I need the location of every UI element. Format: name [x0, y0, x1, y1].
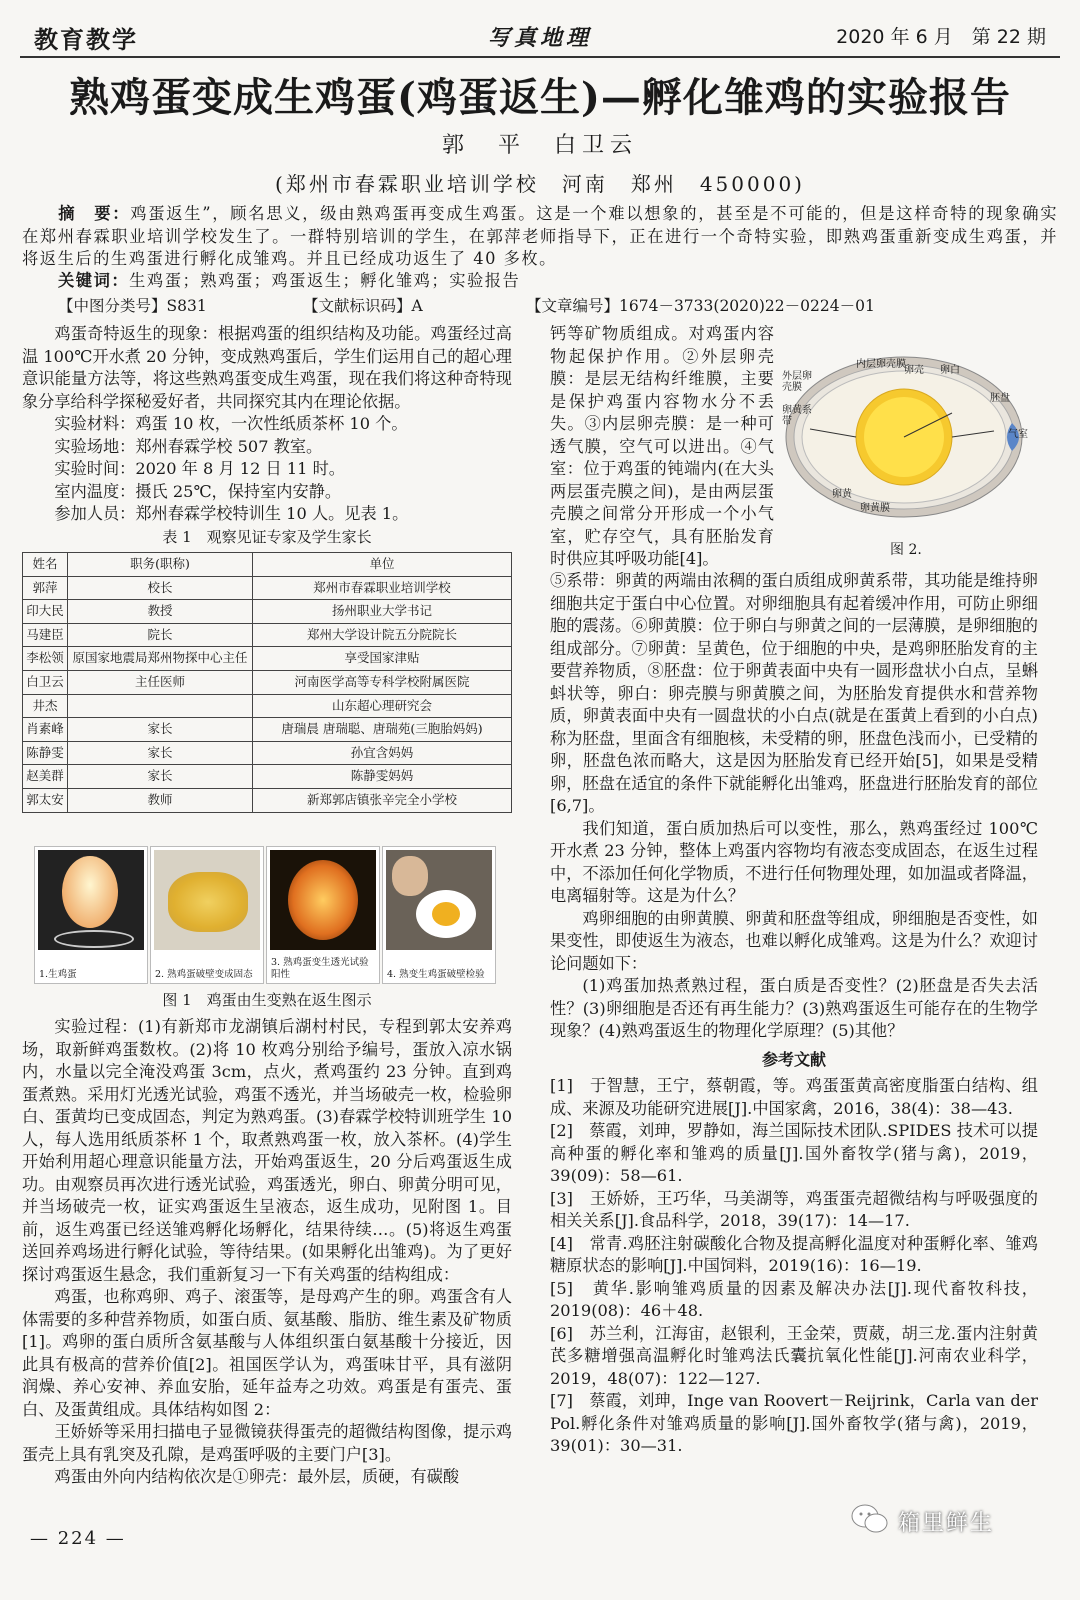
page-number: — 224 — — [30, 1528, 126, 1549]
witness-table — [22, 552, 512, 813]
table-row — [23, 694, 512, 718]
label-air-cell: 气室 — [1008, 429, 1028, 440]
photo-caption: 4. 熟变生鸡蛋破壁检验 — [387, 969, 485, 980]
intro-line: 室内温度：摄氏 25℃，保持室内安静。 — [54, 481, 342, 501]
table-cell: 享受国家津贴 — [253, 647, 512, 671]
keywords-text: 生鸡蛋；熟鸡蛋；鸡蛋返生；孵化雏鸡；实验报告 — [129, 271, 521, 290]
keywords — [58, 270, 1058, 292]
reference-item: [2] 蔡霞，刘珅，罗静如，海兰国际技术团队.SPIDES 技术可以提高种蛋的孵化率和雏鸡的质量[J].国外畜牧学(猪与禽)，2019，39(09)：58—61. — [550, 1121, 1038, 1185]
table-cell: 郭太安 — [23, 788, 68, 812]
photo-translucent-test — [266, 846, 380, 984]
table-row — [23, 576, 512, 600]
table-cell: 家长 — [68, 741, 253, 765]
wechat-icon — [850, 1502, 890, 1538]
photo-caption: 1.生鸡蛋 — [39, 969, 77, 980]
table-cell: 校长 — [68, 576, 253, 600]
header-rule — [20, 56, 1060, 58]
watermark — [850, 1500, 1020, 1540]
journal-name: 写真地理 — [487, 25, 592, 51]
body-paragraph: (1)鸡蛋加热煮熟过程，蛋白质是否变性？(2)胚盘是否失去活性？(3)卵细胞是否还有再生能力？(3)熟鸡蛋返生可能存在的生物学现象？(4)熟鸡蛋返生的物理化学原理？(5)其他？ — [550, 976, 1038, 1040]
table-cell: 马建臣 — [23, 623, 68, 647]
table-cell: 郑州市春霖职业培训学校 — [253, 576, 512, 600]
reference-item: [7] 蔡霞，刘珅，Inge van Roovert－Reijrink，Carla van der Pol.孵化条件对雏鸡质量的影响[J].国外畜牧学(猪与禽)，2019，39(01)：30—31. — [550, 1391, 1038, 1455]
reference-item: [4] 常青.鸡胚注射碳酸化合物及提高孵化温度对种蛋孵化率、雏鸡糖原状态的影响[J].中国饲料，2019(16)：16—19. — [550, 1233, 1038, 1275]
table-cell: 李松领 — [23, 647, 68, 671]
label-chalaza: 卵黄系带 — [782, 405, 812, 427]
table-row — [23, 765, 512, 789]
table-row — [23, 718, 512, 742]
table-header-cell: 单位 — [253, 553, 512, 577]
left-intro — [22, 323, 512, 813]
table-cell: 赵美群 — [23, 765, 68, 789]
clc-number: 【中图分类号】S831 — [58, 297, 207, 315]
table-cell: 山东超心理研究会 — [253, 694, 512, 718]
references-list — [550, 1075, 1038, 1458]
watermark-text: 箱里鲜生 — [898, 1511, 995, 1536]
keywords-label: 关键词： — [58, 271, 130, 290]
photo-caption: 3. 熟鸡蛋变生透光试验阳性 — [271, 957, 369, 980]
intro-paragraph: 鸡蛋奇特返生的现象：根据鸡蛋的组织结构及功能。鸡蛋经过高温 100℃开水煮 20 分钟，变成熟鸡蛋后，学生们运用自己的超心理意识能量方法等，将这些熟鸡蛋变成生鸡蛋，现在我们将这种奇特现象分享给科学探秘爱好者，共同探究其内在理论依据。 — [22, 324, 512, 411]
right-top-text — [550, 323, 774, 571]
label-white: 卵白 — [940, 365, 960, 376]
body-paragraph: 鸡蛋，也称鸡卵、鸡子、滚蛋等，是母鸡产生的卵。鸡蛋含有人体需要的多种营养物质，如蛋白质、氨基酸、脂肪、维生素及矿物质[1]。鸡卵的蛋白质所含氨基酸与人体组织蛋白氨基酸十分接近，因此具有极高的营养价值[2]。祖国医学认为，鸡蛋味甘平，具有滋阴润燥、养心安神、养血安胎，延年益寿之功效。鸡蛋是有蛋壳、蛋白、及蛋黄组成。具体结构如图 2： — [22, 1287, 512, 1419]
reference-item: [1] 于智慧，王宁，蔡朝霞，等。鸡蛋蛋黄高密度脂蛋白结构、组成、来源及功能研究进展[J].中国家禽，2016，38(4)：38—43. — [550, 1076, 1038, 1118]
left-body — [22, 1016, 512, 1489]
authors: 郭 平 白卫云 — [441, 133, 638, 158]
running-header — [34, 18, 1046, 54]
body-paragraph: 王娇娇等采用扫描电子显微镜获得蛋壳的超微结构图像，提示鸡蛋壳上具有乳突及孔隙，是鸡蛋呼吸的主要门户[3]。 — [22, 1422, 512, 1464]
journal-section: 教育教学 — [34, 26, 138, 54]
body-paragraph: 鸡卵细胞的由卵黄膜、卵黄和胚盘等组成，卵细胞是否变性，如果变性，即使返生为液态，也难以孵化成雏鸡。这是为什么？欢迎讨论问题如下： — [550, 908, 1038, 973]
label-outer-membrane: 外层卵壳膜 — [782, 371, 812, 393]
table-cell: 井杰 — [23, 694, 68, 718]
intro-line: 实验场地：郑州春霖学校 507 教室。 — [54, 436, 323, 456]
article-title: 熟鸡蛋变成生鸡蛋(鸡蛋返生)—孵化雏鸡的实验报告 — [69, 74, 1011, 121]
right-body — [550, 570, 1038, 1458]
photo-raw-egg — [34, 846, 148, 984]
table-cell: 陈静雯 — [23, 741, 68, 765]
table-cell: 原国家地震局郑州物探中心主任 — [68, 647, 253, 671]
table-header-cell: 职务(职称) — [68, 553, 253, 577]
label-shell: 卵壳 — [904, 365, 924, 376]
abstract-label: 摘 要： — [58, 204, 131, 223]
table-header-cell: 姓名 — [23, 553, 68, 577]
table-cell: 主任医师 — [68, 670, 253, 694]
table-caption: 表 1 观察见证专家及学生家长 — [162, 527, 372, 546]
table-cell: 白卫云 — [23, 670, 68, 694]
table-row — [23, 647, 512, 671]
photo-cooked-egg-solid — [150, 846, 264, 984]
figure-1-photos — [34, 846, 494, 982]
body-paragraph: ⑤系带：卵黄的两端由浓稠的蛋白质组成卵黄系带，其功能是维持卵细胞共定于蛋白中心位置。对卵细胞具有起着缓冲作用，可防止卵细胞的震荡。⑥卵黄膜：位于卵白与卵黄之间的一层薄膜，是卵细胞的组成部分。⑦卵黄：呈黄色，位于细胞的中央，是鸡卵胚胎发育的主要营养物质，⑧胚盘：位于卵黄表面中央有一圆形盘状小白点，呈蝌蚪状等，卵白：卵壳膜与卵黄膜之间，为胚胎发育提供水和营养物质，卵黄表面中央有一圆盘状的小白点(就是在蛋黄上看到的小白点)称为胚盘，里面含有细胞核，未受精的卵，胚盘色浅而小，已受精的卵，胚盘色浓而略大，这是因为胚胎发育已经开始[5]，如果是受精卵，胚盘在适宜的条件下就能孵化出雏鸡，胚盘进行胚胎发育的部位[6,7]。 — [550, 571, 1038, 815]
figure-2-caption: 图 2. — [890, 542, 922, 558]
label-yolk-membrane: 卵黄膜 — [860, 503, 890, 514]
table-cell: 教师 — [68, 788, 253, 812]
label-blastodisc: 胚盘 — [990, 393, 1010, 404]
table-cell: 院长 — [68, 623, 253, 647]
reference-item: [5] 黄华.影响雏鸡质量的因素及解决办法[J].现代畜牧科技，2019(08)：46＋48. — [550, 1278, 1038, 1320]
classification — [58, 294, 1058, 316]
figure-1-caption: 图 1 鸡蛋由生变熟在返生图示 — [162, 991, 372, 1009]
abstract-text: 鸡蛋返生”，顾名思义，级由熟鸡蛋再变成生鸡蛋。这是一个难以想象的，甚至是不可能的，但是这样奇特的现象确实在郑州春霖职业培训学校发生了。一群特别培训的学生，在郭萍老师指导下，正在进行一个奇特实验，即熟鸡蛋重新变成生鸡蛋，并将返生后的生鸡蛋进行孵化成雏鸡。并且已经成功返生了 40 多枚。 — [22, 204, 1058, 268]
references-heading: 参考文献 — [761, 1049, 826, 1069]
table-cell: 郑州大学设计院五分院院长 — [253, 623, 512, 647]
table-cell: 家长 — [68, 765, 253, 789]
table-cell: 唐瑞晨 唐瑞聪、唐瑞苑(三胞胎妈妈) — [253, 718, 512, 742]
table-cell: 扬州职业大学书记 — [253, 600, 512, 624]
table-row — [23, 670, 512, 694]
label-yolk: 卵黄 — [832, 489, 852, 500]
table-row — [23, 600, 512, 624]
body-paragraph: 我们知道，蛋白质加热后可以变性，那么，熟鸡蛋经过 100℃开水煮 23 分钟，整体上鸡蛋内容物均有液态变成固态，在返生过程中，不添加任何化学物质，不进行任何物理处理，如加温或者降温，电离辐射等。这是为什么？ — [550, 818, 1038, 905]
table-header-row — [23, 553, 512, 577]
issue-info: 2020 年 6 月 第 22 期 — [836, 26, 1046, 48]
reference-item: [3] 王娇娇，王巧华，马美湖等，鸡蛋蛋壳超微结构与呼吸强度的相关关系[J].食品科学，2018，39(17)：14—17. — [550, 1188, 1038, 1230]
abstract — [22, 203, 1058, 271]
affiliation: (郑州市春霖职业培训学校 河南 郑州 450000) — [275, 172, 805, 196]
table-cell: 家长 — [68, 718, 253, 742]
photo-broken-egg-check — [382, 846, 496, 984]
intro-line: 实验时间：2020 年 8 月 12 日 11 时。 — [54, 459, 345, 478]
table-cell: 郭萍 — [23, 576, 68, 600]
table-row — [23, 623, 512, 647]
label-inner-membrane: 内层卵壳膜 — [856, 359, 906, 370]
table-cell: 印大民 — [23, 600, 68, 624]
photo-caption: 2. 熟鸡蛋破壁变成固态 — [155, 969, 253, 980]
article-number: 【文章编号】1674－3733(2020)22－0224－01 — [526, 297, 875, 315]
table-cell: 肖素峰 — [23, 718, 68, 742]
figure-2-egg-diagram — [780, 333, 1038, 558]
intro-line: 实验材料：鸡蛋 10 枚，一次性纸质茶杯 10 个。 — [54, 414, 408, 433]
table-cell: 教授 — [68, 600, 253, 624]
body-paragraph: 鸡蛋由外向内结构依次是①卵壳：最外层，质硬，有碳酸 — [54, 1467, 460, 1486]
table-row — [23, 788, 512, 812]
table-cell: 孙宜含妈妈 — [253, 741, 512, 765]
table-cell: 陈静雯妈妈 — [253, 765, 512, 789]
body-paragraph: 实验过程：(1)有新郑市龙湖镇后湖村村民，专程到郭太安养鸡场，取新鲜鸡蛋数枚。(2)将 10 枚鸡分别给予编号，蛋放入凉水锅内，水量以完全淹没鸡蛋 3cm，点火，煮鸡蛋约 23 分钟。直到鸡蛋煮熟。采用灯光透光试验，鸡蛋不透光，并当场破壳一枚，检验卵白、蛋黄均已变成固态，判定为熟鸡蛋。(3)春霖学校特训班学生 10 人，每人选用纸质茶杯 1 个，取煮熟鸡蛋一枚，放入茶杯。(4)学生开始利用超心理意识能量方法，开始鸡蛋返生，20 分后鸡蛋返生成功。由观察员再次进行透光试验，鸡蛋透光，卵白、卵黄分明可见，并当场破壳一枚，证实鸡蛋返生呈液态，返生成功，见附图 1。目前，返生鸡蛋已经送雏鸡孵化场孵化，结果待续…。(5)将返生鸡蛋送回养鸡场进行孵化试验，等待结果。(如果孵化出雏鸡)。为了更好探讨鸡蛋返生悬念，我们重新复习一下有关鸡蛋的结构组成： — [22, 1017, 512, 1284]
table-cell — [68, 694, 253, 718]
table-cell: 河南医学高等专科学校附属医院 — [253, 670, 512, 694]
table-cell: 新郑郭店镇张辛完全小学校 — [253, 788, 512, 812]
intro-line: 参加人员：郑州春霖学校特训生 10 人。见表 1。 — [54, 504, 409, 523]
table-row — [23, 741, 512, 765]
body-paragraph: 钙等矿物质组成。对鸡蛋内容物起保护作用。②外层卵壳膜：是层无结构纤维膜，主要是保护鸡蛋内容物水分不丢失。③内层卵壳膜：是一种可透气膜，空气可以进出。④气室：位于鸡蛋的钝端内(在大头两层蛋壳膜之间)，是由两层蛋壳膜之间常分开形成一个小气室，贮存空气，具有胚胎发育时供应其呼吸功能[4]。 — [550, 324, 774, 568]
reference-item: [6] 苏兰利，江海宙，赵银利，王金荣，贾葳，胡三龙.蛋内注射黄芪多糖增强高温孵化时雏鸡法氏囊抗氧化性能[J].河南农业科学，2019，48(07)：122—127. — [550, 1323, 1038, 1388]
doc-code: 【文献标识码】A — [303, 297, 423, 315]
